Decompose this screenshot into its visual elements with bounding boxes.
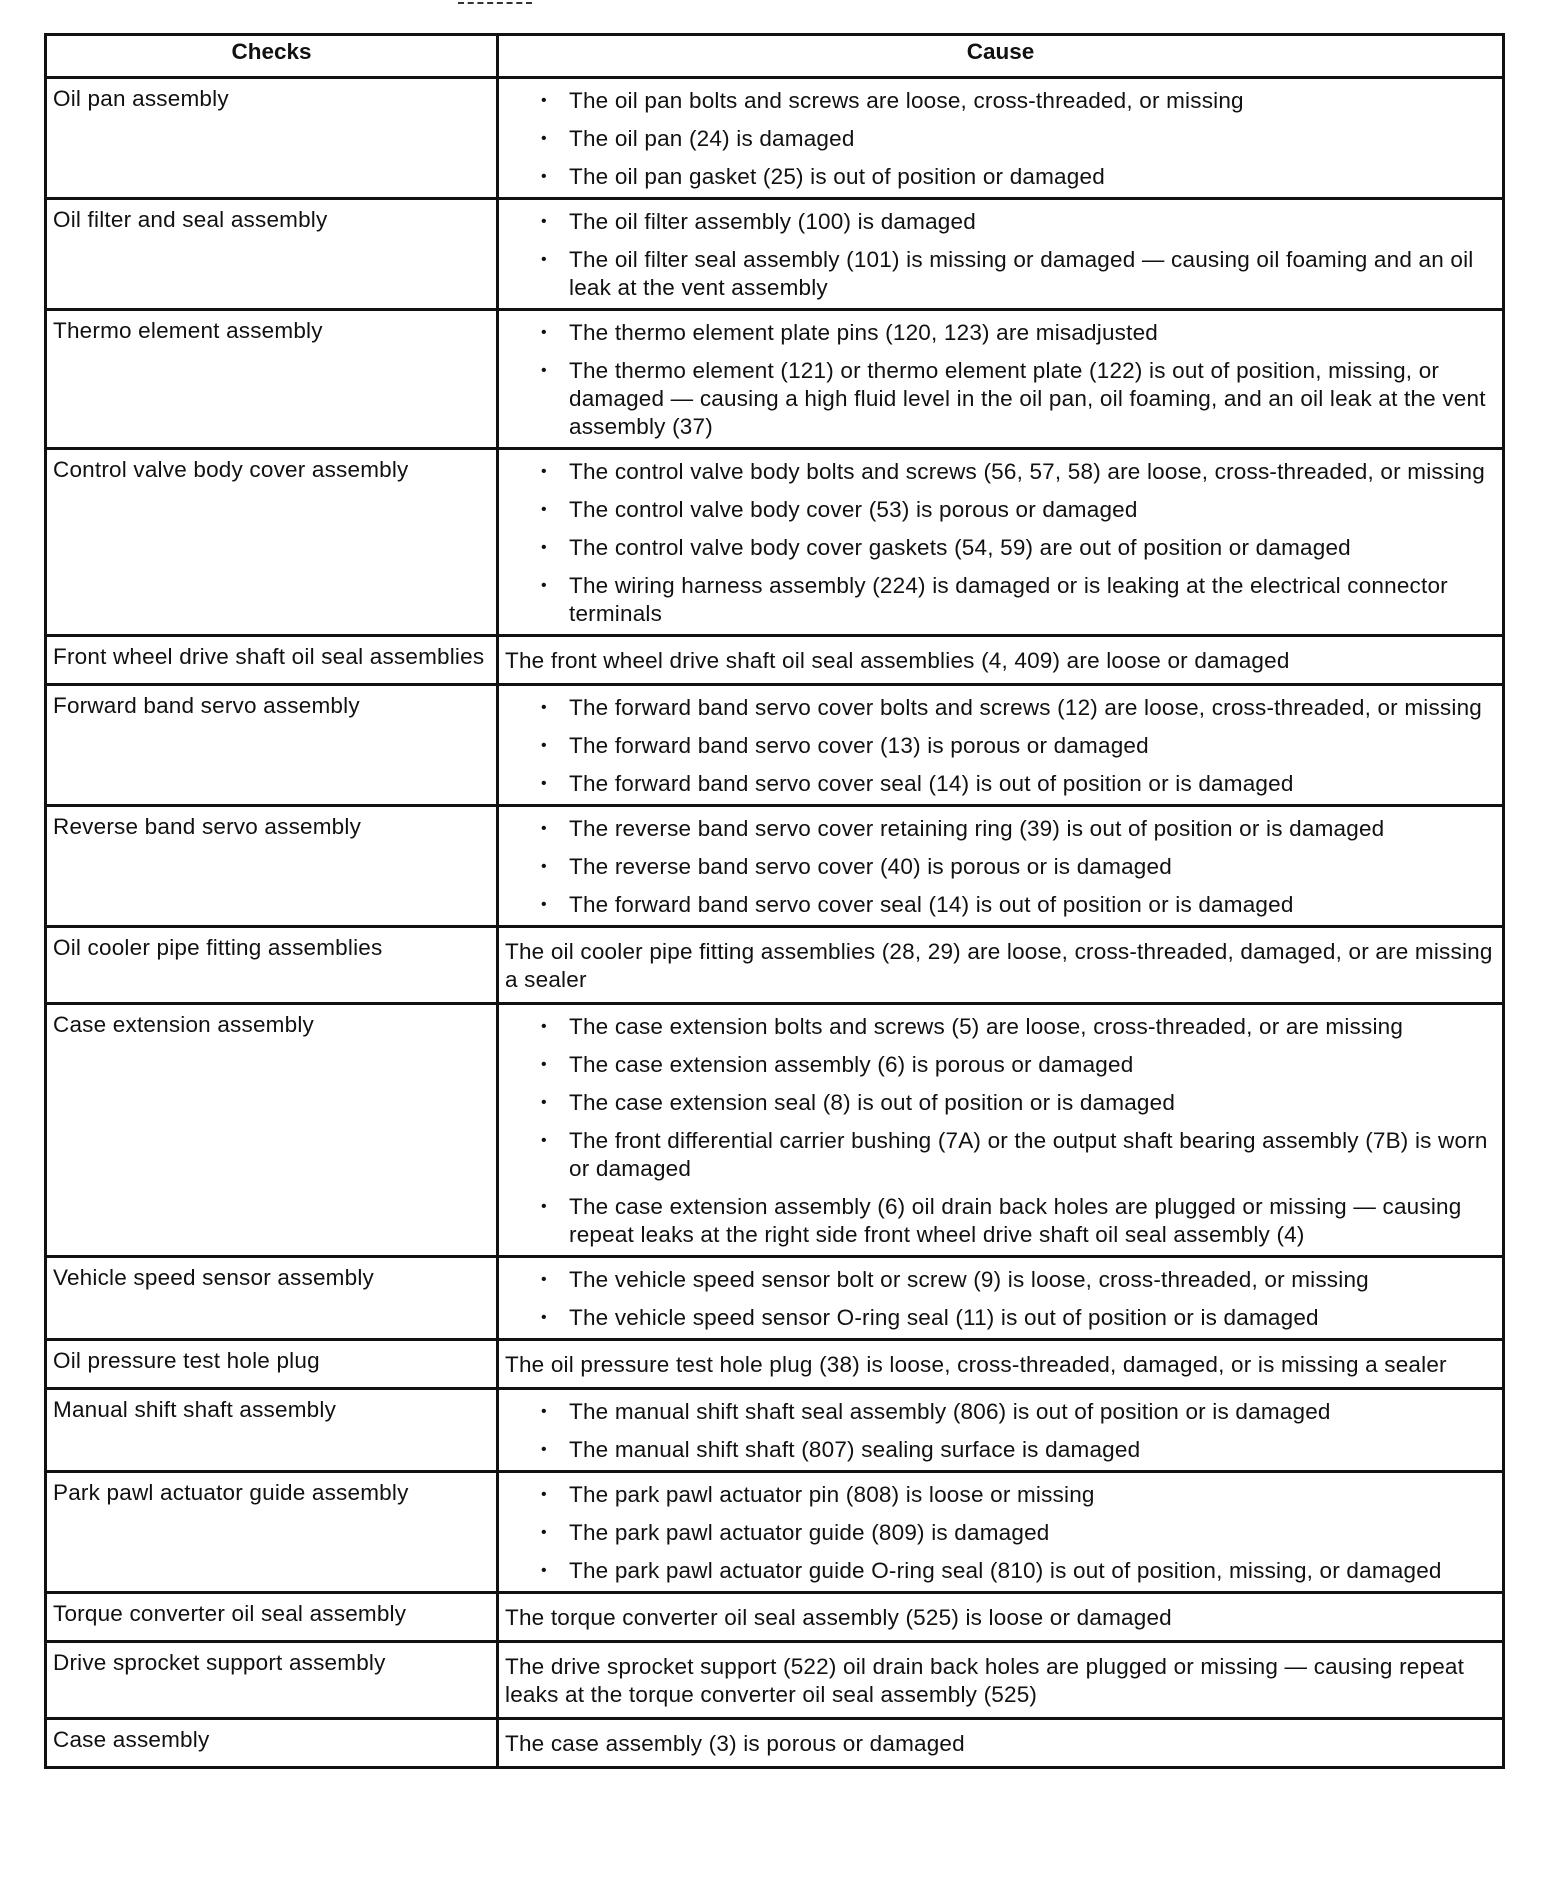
list-item: • The forward band servo cover (13) is porous or damaged — [541, 732, 1494, 760]
page-top-mark — [458, 2, 532, 12]
list-item: • The reverse band servo cover (40) is porous or is damaged — [541, 853, 1494, 881]
leak-diagnosis-table — [44, 33, 1505, 1769]
list-item: • The control valve body cover gaskets (54, 59) are out of position or damaged — [541, 534, 1494, 562]
cause-text: The drive sprocket support (522) oil drain back holes are plugged or missing — causing repeat leaks at the torque converter oil seal assembly (525) — [505, 1654, 1465, 1707]
table-row — [46, 1340, 1504, 1389]
cause-cell — [498, 1642, 1504, 1719]
table-row — [46, 927, 1504, 1004]
check-cell: Oil pan assembly — [46, 78, 498, 199]
list-item: • The case extension bolts and screws (5) are loose, cross-threaded, or are missing — [541, 1013, 1494, 1041]
cause-text: The oil cooler pipe fitting assemblies (28, 29) are loose, cross-threaded, damaged, or are missing a sealer — [505, 939, 1493, 992]
table-row — [46, 806, 1504, 927]
cause-cell — [498, 1004, 1504, 1257]
cause-text: The front wheel drive shaft oil seal assemblies (4, 409) are loose or damaged — [505, 648, 1290, 673]
list-item: • The oil pan gasket (25) is out of position or damaged — [541, 163, 1494, 191]
cause-cell — [498, 310, 1504, 449]
list-item: • The oil pan (24) is damaged — [541, 125, 1494, 153]
cause-cell — [498, 1257, 1504, 1340]
table-row — [46, 685, 1504, 806]
header-row — [46, 35, 1504, 78]
cause-list — [505, 694, 1494, 798]
check-cell: Oil filter and seal assembly — [46, 199, 498, 310]
list-item: • The reverse band servo cover retaining ring (39) is out of position or is damaged — [541, 815, 1494, 843]
list-item: • The vehicle speed sensor O-ring seal (11) is out of position or is damaged — [541, 1304, 1494, 1332]
cause-list — [505, 1398, 1494, 1464]
list-item: • The park pawl actuator guide O-ring seal (810) is out of position, missing, or damaged — [541, 1557, 1494, 1585]
cause-text: The case assembly (3) is porous or damaged — [505, 1731, 965, 1756]
list-item: • The forward band servo cover seal (14) is out of position or is damaged — [541, 770, 1494, 798]
list-item: • The forward band servo cover seal (14) is out of position or is damaged — [541, 891, 1494, 919]
check-cell: Reverse band servo assembly — [46, 806, 498, 927]
list-item: • The case extension assembly (6) is porous or damaged — [541, 1051, 1494, 1079]
table-row — [46, 1593, 1504, 1642]
check-cell: Oil cooler pipe fitting assemblies — [46, 927, 498, 1004]
cause-list — [505, 815, 1494, 919]
list-item: • The thermo element (121) or thermo element plate (122) is out of position, missing, or damaged — causing a high fluid level in the oil pan, oil foaming, and an oil leak at the vent assembly (37) — [541, 357, 1494, 441]
list-item: • The control valve body bolts and screws (56, 57, 58) are loose, cross-threaded, or missing — [541, 458, 1494, 486]
cause-cell — [498, 1389, 1504, 1472]
cause-cell — [498, 806, 1504, 927]
table-row — [46, 1389, 1504, 1472]
check-cell: Drive sprocket support assembly — [46, 1642, 498, 1719]
list-item: • The front differential carrier bushing (7A) or the output shaft bearing assembly (7B) is worn or damaged — [541, 1127, 1494, 1183]
table-row — [46, 449, 1504, 636]
cause-list — [505, 458, 1494, 628]
cause-list — [505, 87, 1494, 191]
cause-text: The oil pressure test hole plug (38) is loose, cross-threaded, damaged, or is missing a sealer — [505, 1352, 1447, 1377]
check-cell: Thermo element assembly — [46, 310, 498, 449]
table-row — [46, 636, 1504, 685]
table-row — [46, 199, 1504, 310]
check-cell: Control valve body cover assembly — [46, 449, 498, 636]
list-item: • The park pawl actuator pin (808) is loose or missing — [541, 1481, 1494, 1509]
check-cell: Forward band servo assembly — [46, 685, 498, 806]
check-cell: Case extension assembly — [46, 1004, 498, 1257]
check-cell: Case assembly — [46, 1719, 498, 1768]
list-item: • The oil pan bolts and screws are loose, cross-threaded, or missing — [541, 87, 1494, 115]
list-item: • The oil filter assembly (100) is damaged — [541, 208, 1494, 236]
cause-cell — [498, 1719, 1504, 1768]
cause-cell — [498, 1593, 1504, 1642]
check-cell: Park pawl actuator guide assembly — [46, 1472, 498, 1593]
cause-cell — [498, 636, 1504, 685]
cause-cell — [498, 78, 1504, 199]
cause-cell — [498, 449, 1504, 636]
list-item: • The control valve body cover (53) is porous or damaged — [541, 496, 1494, 524]
cause-cell — [498, 1472, 1504, 1593]
check-cell: Front wheel drive shaft oil seal assemblies — [46, 636, 498, 685]
list-item: • The park pawl actuator guide (809) is damaged — [541, 1519, 1494, 1547]
list-item: • The case extension assembly (6) oil drain back holes are plugged or missing — causing repeat leaks at the right side front wheel drive shaft oil seal assembly (4) — [541, 1193, 1494, 1249]
cause-text: The torque converter oil seal assembly (525) is loose or damaged — [505, 1605, 1172, 1630]
cause-list — [505, 319, 1494, 441]
list-item: • The wiring harness assembly (224) is damaged or is leaking at the electrical connector terminals — [541, 572, 1494, 628]
header-cause: Cause — [498, 35, 1504, 78]
header-checks: Checks — [46, 35, 498, 78]
list-item: • The thermo element plate pins (120, 123) are misadjusted — [541, 319, 1494, 347]
check-cell: Oil pressure test hole plug — [46, 1340, 498, 1389]
table-row — [46, 1004, 1504, 1257]
check-cell: Manual shift shaft assembly — [46, 1389, 498, 1472]
list-item: • The case extension seal (8) is out of position or is damaged — [541, 1089, 1494, 1117]
check-cell: Torque converter oil seal assembly — [46, 1593, 498, 1642]
cause-list — [505, 1013, 1494, 1249]
list-item: • The vehicle speed sensor bolt or screw (9) is loose, cross-threaded, or missing — [541, 1266, 1494, 1294]
table-row — [46, 1472, 1504, 1593]
cause-cell — [498, 685, 1504, 806]
cause-list — [505, 208, 1494, 302]
list-item: • The manual shift shaft (807) sealing surface is damaged — [541, 1436, 1494, 1464]
check-cell: Vehicle speed sensor assembly — [46, 1257, 498, 1340]
table-row — [46, 78, 1504, 199]
table-row — [46, 1257, 1504, 1340]
table-row — [46, 310, 1504, 449]
list-item: • The forward band servo cover bolts and screws (12) are loose, cross-threaded, or missing — [541, 694, 1494, 722]
table-row — [46, 1642, 1504, 1719]
table-row — [46, 1719, 1504, 1768]
cause-cell — [498, 927, 1504, 1004]
cause-cell — [498, 199, 1504, 310]
cause-cell — [498, 1340, 1504, 1389]
cause-list — [505, 1266, 1494, 1332]
list-item: • The oil filter seal assembly (101) is missing or damaged — causing oil foaming and an oil leak at the vent assembly — [541, 246, 1494, 302]
list-item: • The manual shift shaft seal assembly (806) is out of position or is damaged — [541, 1398, 1494, 1426]
cause-list — [505, 1481, 1494, 1585]
